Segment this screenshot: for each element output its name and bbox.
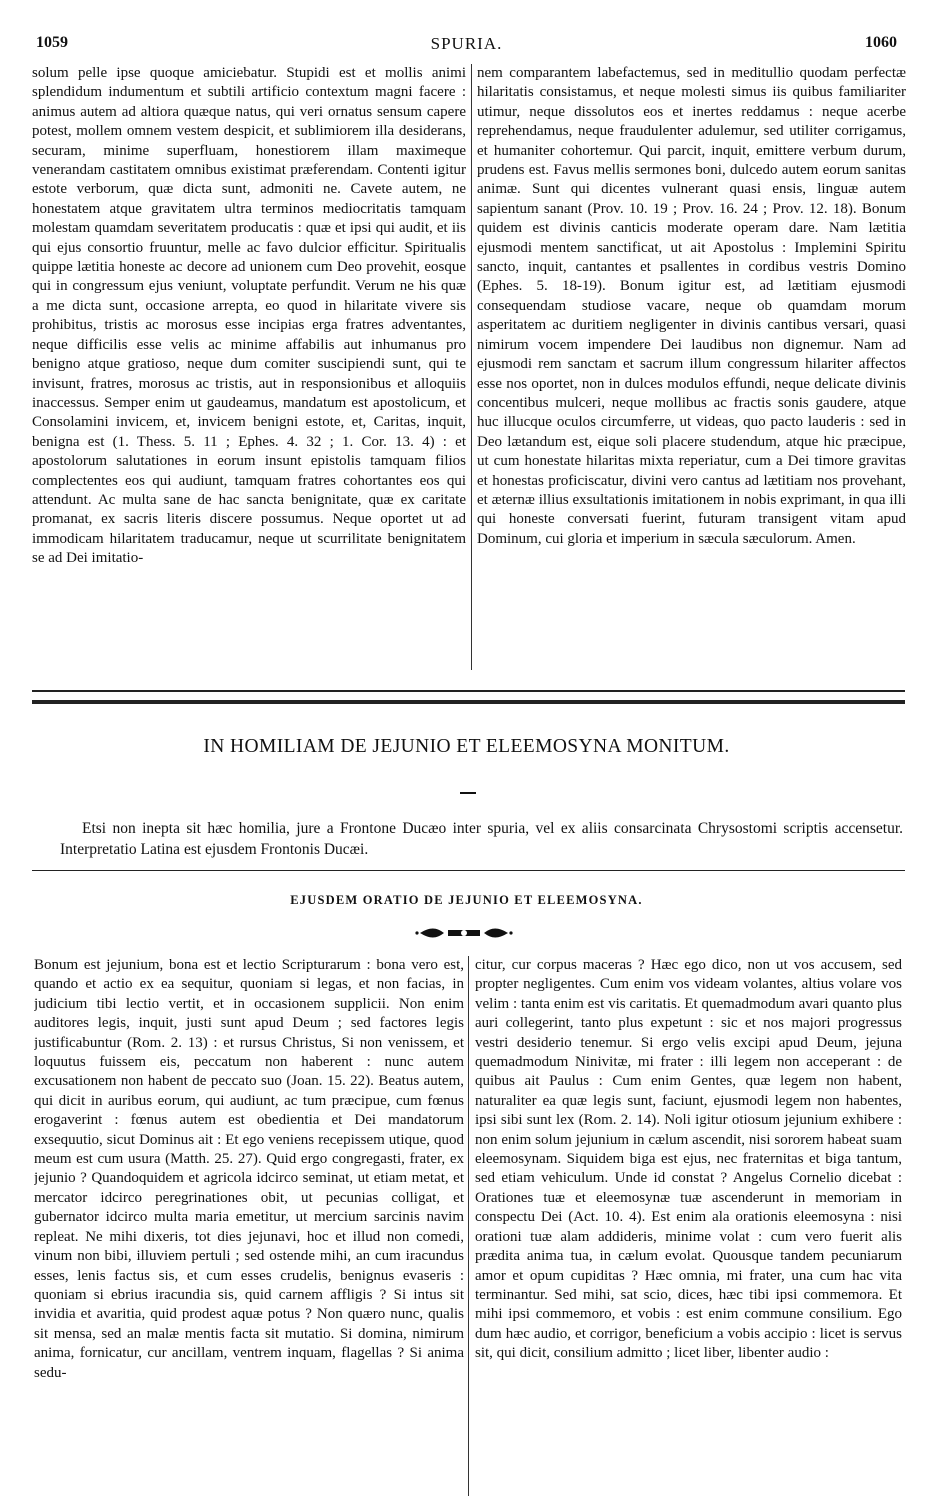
section-rule-top [32,690,905,692]
column-bottom-right [475,956,902,1496]
column-text: Bonum est jejunium, bona est et lectio Scripturarum : bona vero est, quando et actio ex ea sequitur, quoniam si legas, et non facias, in judicium tibi lectio vertit, et in occasionem supplicii. Non enim auditores legis, inquit, justi sunt apud Deum ; sed factores legis justificabuntur (Rom. 2. 13) : et rursus Christus, Si non venissem, et loquutus fuissem eis, peccatum non haberent : nunc autem excusationem non habent de peccato suo (Joan. 15. 22). Beatus autem, qui dicit in auribus eorum, qui audiunt, ac tum præcipue, cum fœnus erogaverint : fœnus autem est obedientia et Dei mandatorum exsequutio, sicut Dominus ait : Et ego veniens recepissem utique, quod meum est cum usura (Matth. 25. 27). Quid ergo congregasti, frater, ex jejunio ? Quandoquidem et agricola idcirco seminat, ut etiam metat, et mercator idcirco peregrinationes obit, ut pecunias colligat, et gubernator idcirco multa maria emetitur, ut mercium sarcinis navim repleat. Ne mihi dixeris, tot dies jejunavi, hoc et illud non comedi, vinum non bibi, illuviem pertuli ; sed ostende mihi, an cum iracundus esses, lenis factus sis, et cum esses crudelis, benignus evaseris : quoniam si ebrius iracundia sis, quid carnem affligis ? Si intus sit invidia et avaritia, quid prodest aquæ potus ? Non quæro nunc, qualis sit mensa, sed an malæ mentis facta sit mutatio. Si domina, nimirum anima, fornicatur, cur ancillam, ventrem inquam, flagellas ? Si anima sedu- [34,957,464,1381]
monitum-paragraph: Etsi non inepta sit hæc homilia, jure a Frontone Ducæo inter spuria, vel ex aliis consarcinata Chrysostomi scriptis accensetur. Interpretatio Latina est ejusdem Frontonis Ducæi. [60,820,903,858]
column-bottom-left [34,956,464,1496]
separator-rule [32,870,905,871]
column-text: nem comparantem labefactemus, sed in meditullio quodam perfectæ hilaritatis consistamus, et neque molesti simus iis quibus familiariter utimur, neque dissolutos eos et inertes reddamus : neque acerbe reprehendamus, neque fraudulenter adulemur, sed utiliter corrigamus, et humaniter cohortemur. Qui parcit, inquit, emittere verbum durum, prudens est. Favus mellis sermones boni, dulcedo autem eorum sanitas animæ. Sunt qui dicentes vulnerant quasi ensis, linguæ autem sapientum sanant (Prov. 10. 19 ; Prov. 16. 24 ; Prov. 12. 18). Bonum quidem est divinis canticis moderate operam dare. Nam lætitia ejusmodi mentem sanctificat, ut ait Apostolus : Implemini Spiritu sancto, inquit, cantantes et psallentes in cordibus vestris Domino (Ephes. 5. 18-19). Bonum igitur est, ad lætitiam ejusmodi consequendam studiose vacare, neque ob quamdam morum asperitatem ac duritiem negligenter in divinis cantibus versari, quasi nimirum vocem impendere Dei laudibus non dignemur. Nam ad ejusmodi rem sanctam et sacrum illum congressum hilariter affectos esse nos oportet, non in dulces modulos effundi, neque delicate divinis concentibus mulceri, neque mollibus ac fractis sonis gaudere, atque huc illucque oculos circumferre, ut videas, quo pacto lauderis : sed in Deo lætandum est, eique soli placere studendum, atque hic præcipue, ut cum honestate hilaritas mixta reperiatur, cum a Dei timore gravitas et honestas proficiscatur, divini vero cantus ad lætitiam nos provehant, et æternæ illius exsultationis imitationem in nobis exprimant, in qua illi qui honeste conversati fuerint, futuram transigent vitam apud Dominum, cui gloria et imperium in sæcula sæculorum. Amen. [477,65,906,547]
column-divider-bottom [468,956,469,1496]
page-number-right: 1060 [865,34,897,51]
column-text: citur, cur corpus maceras ? Hæc ego dico, non ut vos accusem, sed propter negligentes. Cum enim vos videam volantes, altius volare vos velim : tanta enim est vis caritatis. Et quemadmodum avari quanto plus auri collegerint, tanto plus expetunt : sic et nos majori progressus vestri desiderio tenemur. Si ergo velis excipi apud Deum, jejuna quemadmodum Ninivitæ, mi frater : illi legem non acceperant : de quibus ait Paulus : Cum enim Gentes, quæ legem non habent, naturaliter ea quæ legis sunt, faciunt, ejusmodi legem non habentes, ipsi sibi sunt lex (Rom. 2. 14). Noli igitur otiosum jejunium exhibere : non enim solum jejunium in cælum ascendit, nisi sororem habeat suam eleemosynam. Siquidem biga est ejus, nec fraternitas et biga tantum, sed etiam vehiculum. Unde id constat ? Angelus Cornelio dicebat : Orationes tuæ et eleemosynæ tuæ ascenderunt in memoriam in conspectu Dei (Act. 10. 4). Est enim ala orationis eleemosyna : nisi orationi tuæ alam addideris, minime volat : cum vero fuerit alis prædita anima tua, in cælum evolat. Quousque tandem pecuniarum amor et opum cupiditas ? Hæc omnia, mi frater, una cum hac vita terminantur. Sed mihi, sat scio, dices, hæc tibi ipsi commemora. Et mihi ipsi commemoro, et vobis : est enim commune consilium. Ego dum hæc audio, et corrigor, beneficium a vobis accipio : licet is servus sit, qui dicit, consilium admitto ; licet liber, libenter audio : [475,957,902,1362]
page-header [36,34,897,56]
column-top-left [32,64,466,672]
title-dash [460,792,476,794]
ornament-icon [414,925,514,941]
column-text: solum pelle ipse quoque amiciebatur. Stupidi est et mollis animi splendidum indumentum et subtili artificio contextum magni facere : animus autem ad altiora quæque natus, qui veri ornatus sensum capere potest, mollem omnem vestem despicit, et sublimiorem illa desiderans, securam, minime superfluam, honestiorem illam maximeque venerandam castitatem omnibus existimat præferendam. Contenti igitur estote verborum, quæ dicta sunt, admoniti ne. Cavete autem, ne honestatem atque gravitatem ultra terminos mediocritatis tamquam molestam quamdam severitatem producatis : quæ et ipsi qui audit, et iis qui ejus consortio fruuntur, melle ac favo dulcior efficitur. Spiritualis quippe lætitia honeste ac decore ad unionem cum Deo provehit, eosque qui in congressum ejus veniunt, voluptate perfundit. Verum ne his quæ a me dicta sunt, occasione arrepta, eo quod in hilaritate vivere sis prohibitus, tristis ac morosus esse incipias erga fratres adventantes, neque difficilis esse velis ac minime affabilis aut inhumanus pro benigno atque gratioso, neque dum comiter suscipiendi sunt, qui te invisunt, fratres, morosus ac tristis, aut in responsionibus et alloquiis inaccessus. Semper enim ut gaudeamus, mandatum est apostolicum, et Consolamini invicem, et, invicem benigni estote, et, Caritas, inquit, benigna est (1. Thess. 5. 11 ; Ephes. 4. 32 ; 1. Cor. 13. 4) : et apostolorum salutationes in eorum insunt epistolis tamquam filios complectentes eos qui audiunt, tamquam fratres cohortantes eos qui attendunt. Ac multa sane de hac sancta benignitate, quæ ex caritate promanat, ex sacris literis discere possumus. Neque oportet ut ad immodicam hilaritatem traducamur, neque ut scurrilitate benignitatem se ad Dei imitatio- [32,65,466,567]
section-rule-bottom [32,700,905,704]
column-top-right [477,64,906,672]
column-divider-top [471,64,472,670]
section-title: IN HOMILIAM DE JEJUNIO ET ELEEMOSYNA MONITUM. [203,736,730,757]
oration-title: EJUSDEM ORATIO DE JEJUNIO ET ELEEMOSYNA. [290,893,643,907]
running-title: SPURIA. [430,34,503,53]
page-number-left: 1059 [36,34,68,51]
